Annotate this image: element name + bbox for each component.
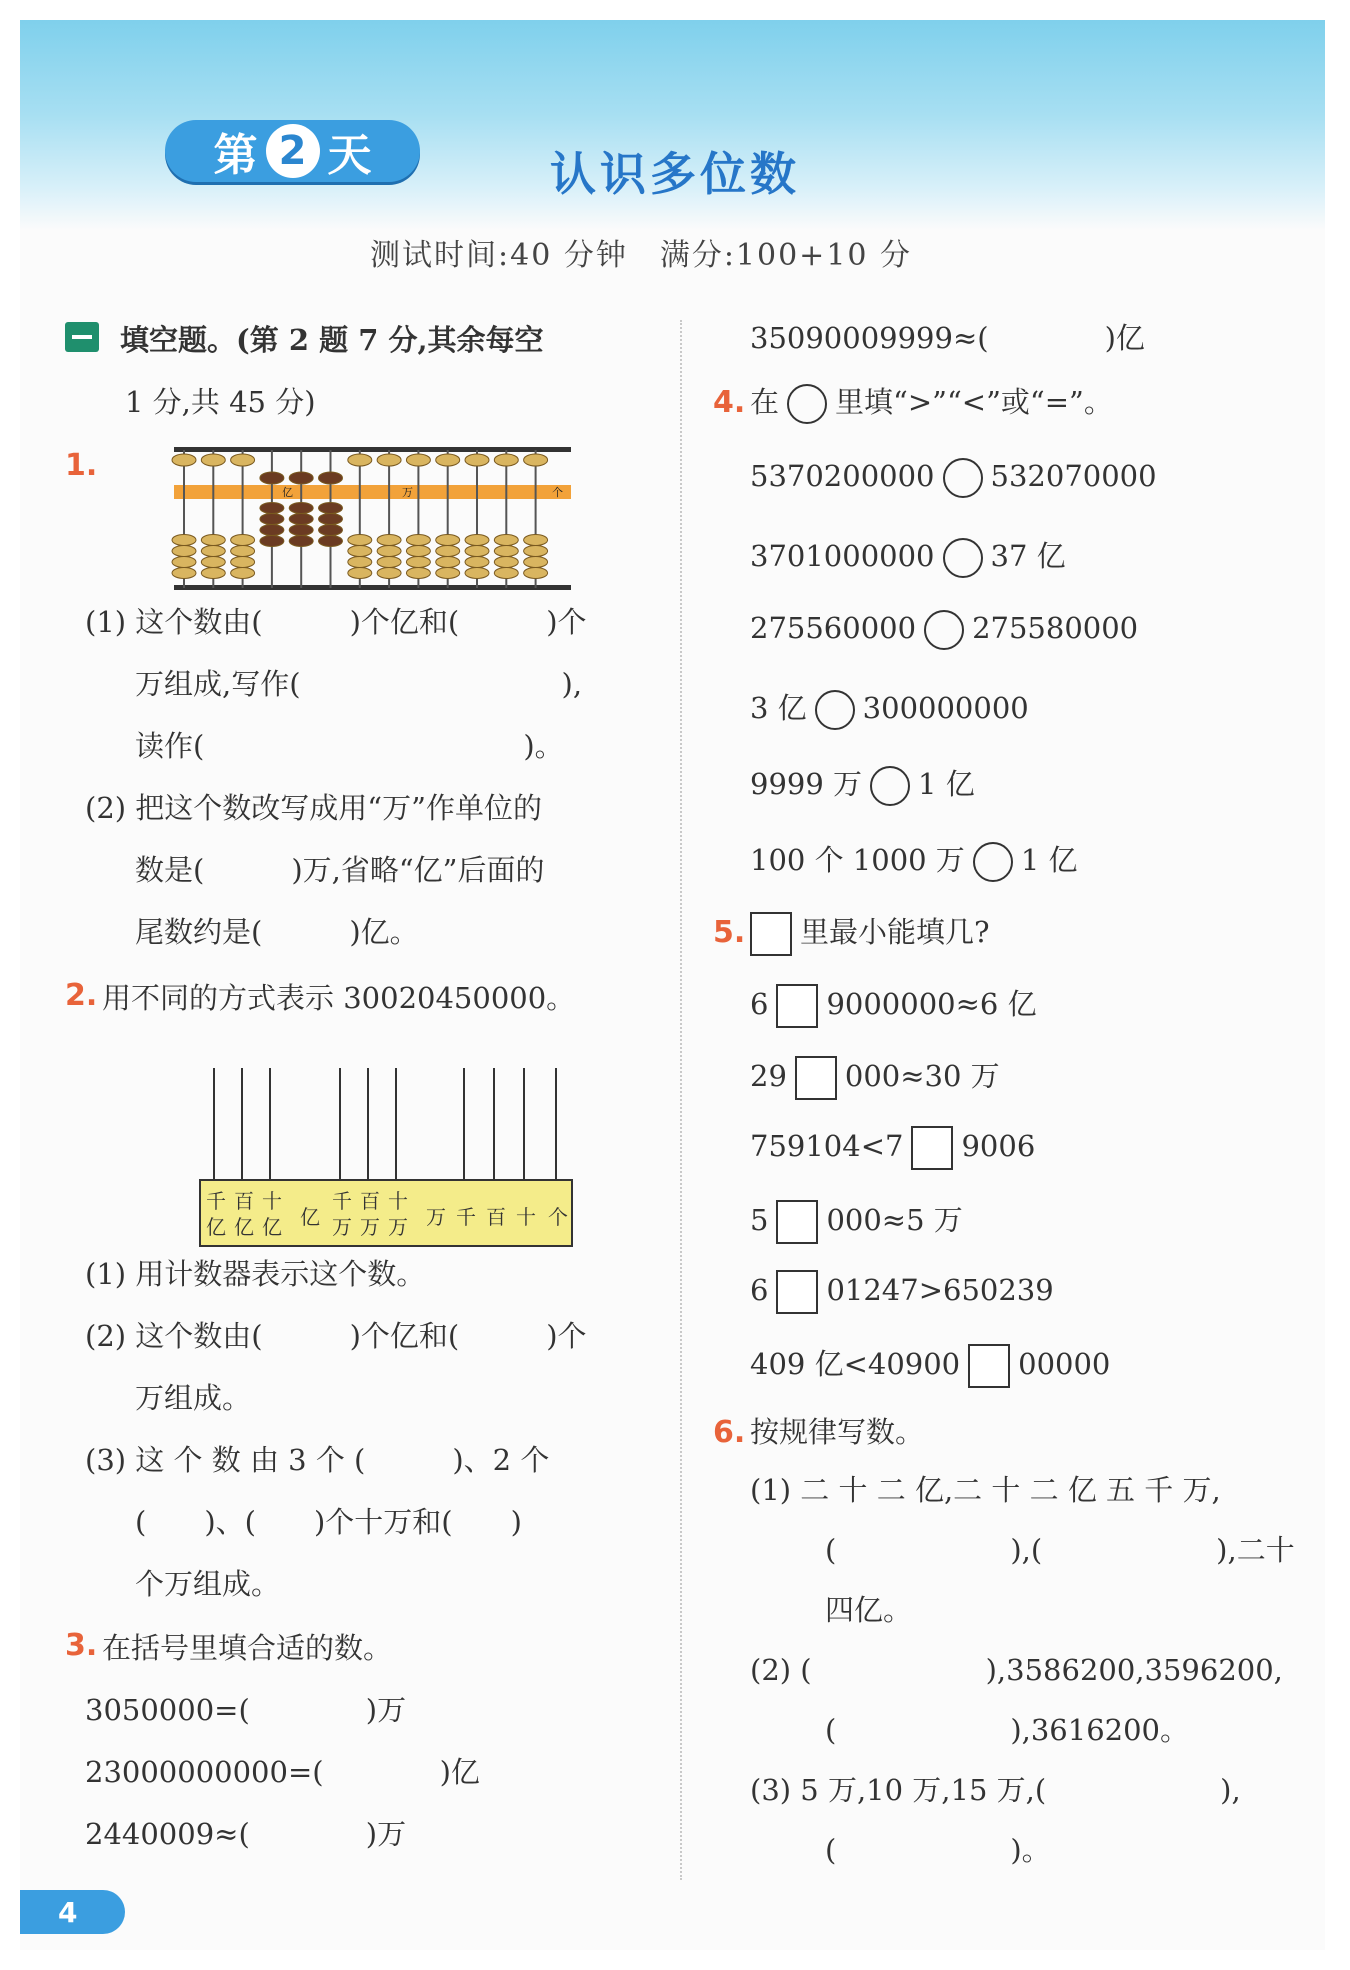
q4-left-value: 3701000000 [750, 539, 935, 573]
counter-label-unit: 万 [332, 1215, 352, 1239]
q3-line3: 2440009≈( )万 [85, 1817, 407, 1851]
q6-part2-line1: (2) ( ),3586200,3596200, [750, 1653, 1283, 1687]
abacus-bead [465, 535, 489, 546]
abacus-bead [260, 514, 284, 525]
abacus-bead [231, 568, 255, 579]
abacus-bead [494, 454, 518, 466]
abacus-bead [465, 568, 489, 579]
abacus-bead [231, 454, 255, 466]
abacus-bead [260, 525, 284, 536]
q5-right-text: 000≈5 万 [826, 1203, 963, 1237]
abacus-bead [319, 525, 343, 536]
abacus-bead [524, 535, 548, 546]
abacus-bead [436, 568, 460, 579]
abacus-bead [494, 568, 518, 579]
q6-part1-line3: 四亿。 [825, 1593, 913, 1627]
abacus-bead [201, 546, 225, 557]
abacus-bead [524, 557, 548, 568]
counter-label: 百 [360, 1189, 380, 1213]
abacus-bead [377, 557, 401, 568]
day-prefix: 第 [213, 130, 258, 181]
q4-instruction-circle [787, 384, 827, 424]
abacus-bead [436, 546, 460, 557]
q5-row [750, 1270, 1054, 1314]
q5-left-text: 409 亿<40900 [750, 1347, 961, 1381]
q5-right-text: 00000 [1018, 1347, 1111, 1381]
abacus-bead [172, 568, 196, 579]
q6-text: 按规律写数。 [750, 1415, 925, 1449]
abacus-bead [201, 454, 225, 466]
abacus-bead [231, 535, 255, 546]
abacus-bead [172, 535, 196, 546]
section-title-cont: 1 分,共 45 分) [125, 385, 316, 419]
answer-box[interactable] [776, 1200, 818, 1244]
q2-part1: (1) 用计数器表示这个数。 [85, 1257, 426, 1291]
q4-left-value: 275560000 [750, 611, 917, 645]
q5-right-text: 9006 [961, 1129, 1036, 1163]
counter-label-unit: 万 [388, 1215, 408, 1239]
abacus-bead [524, 568, 548, 579]
day-suffix: 天 [327, 130, 372, 181]
q6-part1-line2: ( ),( ),二十 [825, 1533, 1295, 1567]
abacus-bead [260, 472, 284, 484]
counter-label: 百 [234, 1189, 254, 1213]
abacus-bead [172, 557, 196, 568]
q3-number: 3. [65, 1628, 98, 1663]
abacus-bead [524, 454, 548, 466]
abacus-bead [319, 503, 343, 514]
abacus-bead [201, 568, 225, 579]
abacus-bead [348, 535, 372, 546]
abacus-bead [465, 454, 489, 466]
abacus-label-yi: 亿 [282, 486, 293, 499]
section-one-icon [65, 322, 99, 352]
q5-right-text: 9000000≈6 亿 [826, 987, 1037, 1021]
q5-row [750, 982, 1037, 1028]
counter-label-unit: 亿 [206, 1215, 226, 1239]
q5-right-text: 000≈30 万 [844, 1059, 1000, 1093]
abacus-bead [172, 546, 196, 557]
abacus-bead [436, 454, 460, 466]
q5-number: 5. [713, 915, 746, 950]
counter-figure [180, 1060, 580, 1250]
test-meta: 测试时间:40 分钟 满分:100+10 分 [370, 238, 913, 273]
q1-part1-line2: 万组成,写作( ), [135, 667, 583, 701]
q4-row [750, 686, 1029, 730]
abacus-bead [201, 535, 225, 546]
abacus-bead [260, 503, 284, 514]
answer-box[interactable] [911, 1126, 953, 1170]
q4-left-value: 3 亿 [750, 691, 807, 725]
answer-circle[interactable] [973, 842, 1013, 882]
day-number: 2 [266, 124, 320, 178]
abacus-bead [289, 525, 313, 536]
q1-number: 1. [65, 448, 98, 483]
q4-right-value: 275580000 [972, 611, 1139, 645]
q5-left-text: 759104<7 [750, 1129, 904, 1163]
q3-line4: 35090009999≈( )亿 [750, 321, 1145, 355]
counter-label: 亿 [300, 1205, 320, 1229]
q5-instruction-box [750, 912, 792, 956]
abacus-bead [348, 557, 372, 568]
abacus-bead [494, 557, 518, 568]
abacus-bead [377, 546, 401, 557]
q3-text: 在括号里填合适的数。 [102, 1631, 393, 1665]
q5-text [750, 910, 990, 956]
abacus-bead [465, 546, 489, 557]
abacus-bead [348, 546, 372, 557]
abacus-bead [494, 535, 518, 546]
q5-row [750, 1198, 963, 1244]
answer-circle[interactable] [924, 610, 964, 650]
q5-left-text: 6 [750, 987, 769, 1021]
answer-circle[interactable] [815, 690, 855, 730]
header-banner [20, 20, 1325, 230]
abacus-bead [348, 568, 372, 579]
q6-part3-line2: ( )。 [825, 1833, 1051, 1867]
q4-text-b: 里填“>”“<”或“=”。 [835, 385, 1113, 419]
abacus-bead [289, 503, 313, 514]
q5-left-text: 29 [750, 1059, 787, 1093]
abacus-bead [406, 557, 430, 568]
q1-part2-line1: (2) 把这个数改写成用“万”作单位的 [85, 791, 542, 825]
abacus-bead [289, 514, 313, 525]
q1-part1-line3: 读作( )。 [135, 729, 564, 763]
counter-label-unit: 亿 [234, 1215, 254, 1239]
counter-label: 千 [332, 1189, 352, 1213]
abacus-label-ge: 个 [552, 486, 563, 499]
page-number: 4 [20, 1890, 125, 1934]
q5-right-text: 01247>650239 [826, 1273, 1054, 1307]
q6-number: 6. [713, 1415, 746, 1450]
q4-right-value: 532070000 [990, 459, 1157, 493]
abacus-bead [201, 557, 225, 568]
q4-right-value: 1 亿 [1020, 843, 1078, 877]
answer-box[interactable] [776, 984, 818, 1028]
abacus-bead [436, 535, 460, 546]
counter-label-unit: 亿 [262, 1215, 282, 1239]
q1-part1-line1: (1) 这个数由( )个亿和( )个 [85, 605, 587, 639]
counter-label-unit: 万 [360, 1215, 380, 1239]
abacus-bead [377, 568, 401, 579]
counter-label: 千 [206, 1189, 226, 1213]
q2-part3-line3: 个万组成。 [135, 1567, 281, 1601]
section-title: 填空题。(第 2 题 7 分,其余每空 [120, 323, 544, 357]
abacus-bead [289, 472, 313, 484]
q6-part1-line1: (1) 二 十 二 亿,二 十 二 亿 五 千 万, [750, 1473, 1221, 1507]
abacus-bead [406, 535, 430, 546]
abacus-bead [319, 514, 343, 525]
q5-text-label: 里最小能填几? [800, 915, 990, 949]
counter-label: 十 [516, 1205, 536, 1229]
abacus-bead [231, 546, 255, 557]
abacus-label-wan: 万 [402, 486, 413, 499]
q4-row [750, 610, 1138, 650]
answer-box[interactable] [795, 1056, 837, 1100]
q1-part2-line2: 数是( )万,省略“亿”后面的 [135, 853, 545, 887]
q5-left-text: 6 [750, 1273, 769, 1307]
abacus-bead [260, 536, 284, 547]
q2-part3-line2: ( )、( )个十万和( ) [135, 1505, 522, 1539]
q4-text-a: 在 [750, 385, 780, 419]
q4-right-value: 1 亿 [918, 767, 975, 801]
q4-left-value: 100 个 1000 万 [750, 843, 965, 877]
q5-row [750, 1342, 1110, 1388]
abacus-bead [465, 557, 489, 568]
counter-label: 万 [426, 1205, 446, 1229]
abacus-bead [172, 454, 196, 466]
abacus-bead [377, 535, 401, 546]
answer-box[interactable] [968, 1344, 1010, 1388]
q2-text: 用不同的方式表示 30020450000。 [102, 981, 576, 1015]
q2-part2-line2: 万组成。 [135, 1381, 252, 1415]
abacus-bead [406, 454, 430, 466]
answer-circle[interactable] [870, 766, 910, 806]
counter-label: 千 [456, 1205, 476, 1229]
abacus-bead [494, 546, 518, 557]
q4-right-value: 300000000 [862, 691, 1029, 725]
abacus-bead [524, 546, 548, 557]
q4-left-value: 5370200000 [750, 459, 935, 493]
q4-row [750, 534, 1066, 578]
q4-number: 4. [713, 385, 746, 420]
answer-circle[interactable] [943, 458, 983, 498]
abacus-bead [436, 557, 460, 568]
q2-number: 2. [65, 978, 98, 1013]
q4-right-value: 37 亿 [990, 539, 1066, 573]
q1-part2-line3: 尾数约是( )亿。 [135, 915, 419, 949]
q6-part3-line1: (3) 5 万,10 万,15 万,( ), [750, 1773, 1241, 1807]
counter-label: 百 [486, 1205, 506, 1229]
counter-label: 个 [548, 1205, 568, 1229]
abacus-bead [406, 568, 430, 579]
abacus-bead [289, 536, 313, 547]
abacus-bead [406, 546, 430, 557]
q2-part3-line1: (3) 这 个 数 由 3 个 ( )、2 个 [85, 1443, 550, 1477]
abacus-figure [170, 440, 575, 600]
q4-row [750, 838, 1077, 882]
counter-label: 十 [262, 1189, 282, 1213]
q3-line2: 23000000000=( )亿 [85, 1755, 480, 1789]
abacus-bead [319, 472, 343, 484]
q4-left-value: 9999 万 [750, 767, 863, 801]
answer-box[interactable] [776, 1270, 818, 1314]
answer-circle[interactable] [943, 538, 983, 578]
q6-part2-line2: ( ),3616200。 [825, 1713, 1190, 1747]
worksheet-page [20, 20, 1325, 1950]
q5-row [750, 1126, 1035, 1170]
counter-label: 十 [388, 1189, 408, 1213]
abacus-bead [348, 454, 372, 466]
q5-left-text: 5 [750, 1203, 769, 1237]
day-badge [165, 120, 420, 182]
q2-part2-line1: (2) 这个数由( )个亿和( )个 [85, 1319, 587, 1353]
q4-row [750, 762, 975, 806]
abacus-bead [231, 557, 255, 568]
lesson-title: 认识多位数 [550, 147, 800, 201]
q4-row [750, 458, 1157, 498]
abacus-bead [377, 454, 401, 466]
abacus-bead [319, 536, 343, 547]
q3-line1: 3050000=( )万 [85, 1693, 407, 1727]
column-divider [680, 320, 682, 1880]
q5-row [750, 1054, 1000, 1100]
q4-text [750, 380, 1113, 424]
